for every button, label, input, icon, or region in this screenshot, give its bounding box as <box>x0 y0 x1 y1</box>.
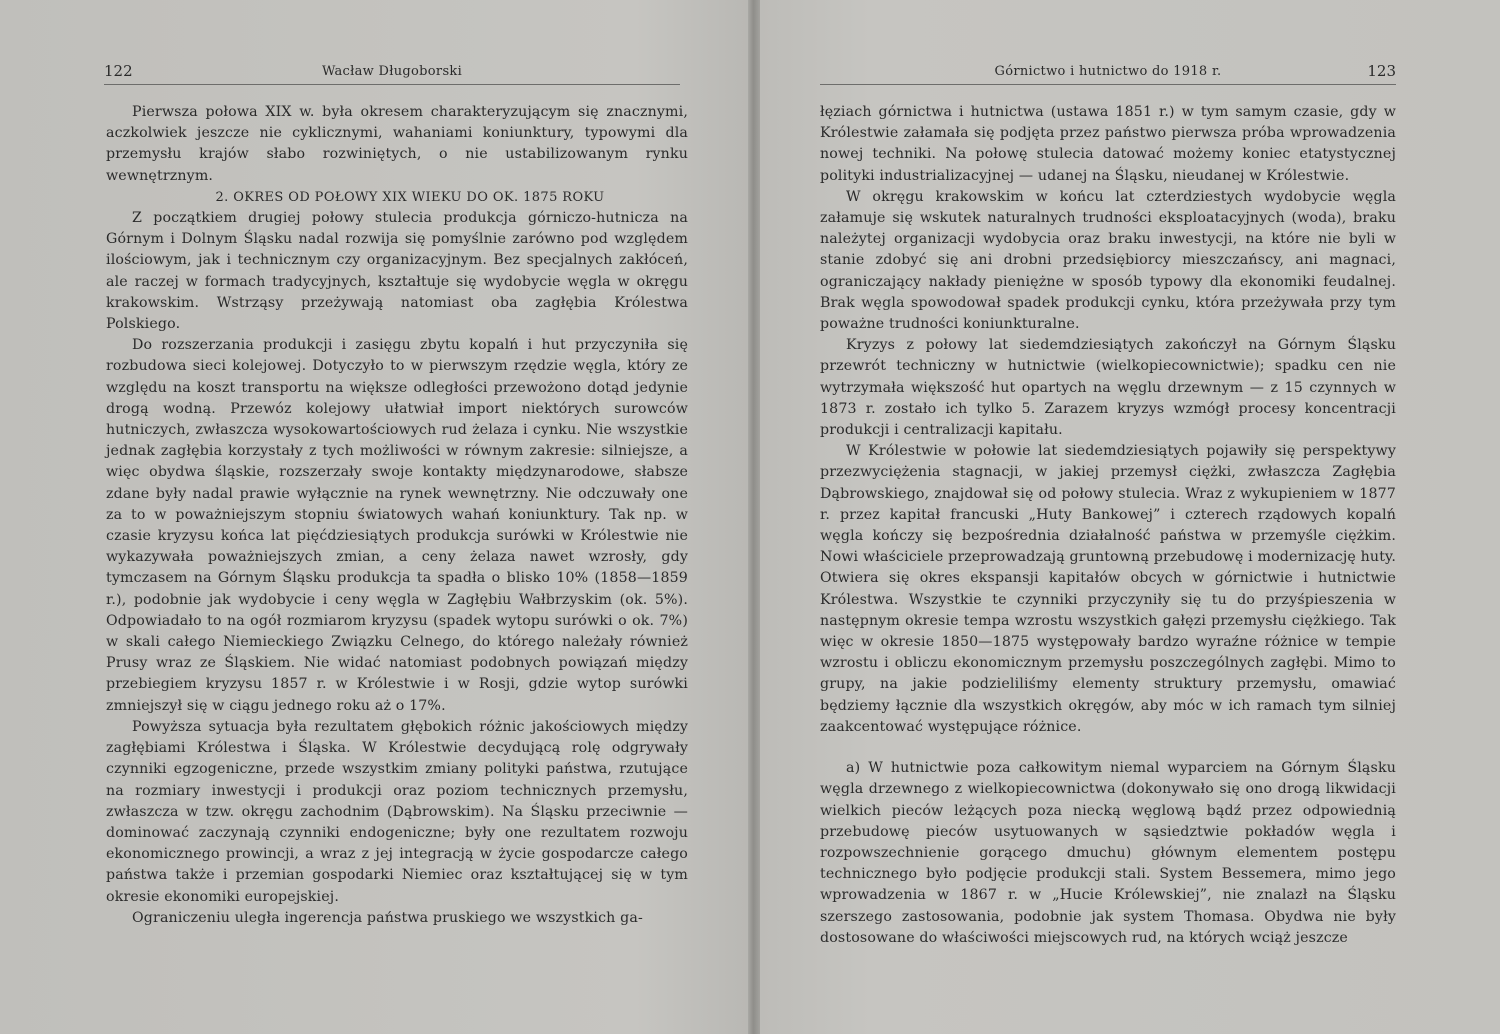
section-heading: 2. OKRES OD POŁOWY XIX WIEKU DO OK. 1875 ROKU <box>215 189 605 205</box>
paragraph: Do rozszerzania produkcji i zasięgu zbytu kopalń i hut przyczyniła się rozbudowa sieci kolejowej. Dotyczyło to w pierwszym rzędzie węgla, który ze względu na koszt transportu na większe odległości przewożono dotąd jedynie drogą wodną. Przewóz kolejowy ułatwiał import niektórych surowców hutniczych, zwłaszcza wysokowartościowych rud żelaza i cynku. Nie wszystkie jednak zagłębia korzystały z tych możliwości w równym zakresie: silniejsze, a więc obydwa śląskie, rozszerzały swoje kontakty międzynarodowe, słabsze zdane były nadal prawie wyłącznie na rynek wewnętrzny. Nie odczuwały one za to w poważniejszym stopniu światowych wahań koniunktury. Tak np. w czasie kryzysu końca lat pięćdziesiątych produkcja surówki w Królestwie nie wykazywała poważniejszych zmian, a ceny żelaza nawet wzrosły, gdy tymczasem na Górnym Śląsku produkcja ta spadła o blisko 10% (1858—1859 r.), podobnie jak wydobycie i ceny węgla w Zagłębiu Wałbrzyskim (ok. 5%). Odpowiadało to na ogół rozmiarom kryzysu (spadek wytopu surówki o ok. 7%) w skali całego Niemieckiego Związku Celnego, do którego należały również Prusy wraz ze Śląskiem. Nie widać natomiast podobnych powiązań między przebiegiem kryzysu 1857 r. w Królestwie i w Rosji, gdzie wytop surówki zmniejszył się w ciągu jednego roku aż o 17%. <box>106 337 688 714</box>
paragraph: Kryzys z połowy lat siedemdziesiątych zakończył na Górnym Śląsku przewrót techniczny w hutnictwie (wielkopiecownictwie); spadku cen nie wytrzymała większość hut opartych na węglu drzewnym — z 15 czynnych w 1873 r. zostało ich tylko 5. Zarazem kryzys wzmógł procesy koncentracji produkcji i centralizacji kapitału. <box>820 337 1396 439</box>
running-head: Górnictwo i hutnictwo do 1918 r. <box>994 64 1222 79</box>
page-number: 123 <box>1367 62 1396 80</box>
paragraph: Powyższa sytuacja była rezultatem głębokich różnic jakościowych między zagłębiami Królestwa i Śląska. W Królestwie decydującą rolę odgrywały czynniki egzogeniczne, przede wszystkim zmiany polityki państwa, rzutujące na rozmiary inwestycji i produkcji oraz poziom technicznych przemysłu, zwłaszcza w tzw. okręgu zachodnim (Dąbrowskim). Na Śląsku przeciwnie — dominować zaczynają czynniki endogeniczne; były one rezultatem rozwoju ekonomicznego prowincji, a wraz z jej integracją w życie gospodarcze całego państwa także i przemian gospodarki Niemiec oraz kształtującej się w tym okresie ekonomiki europejskiej. <box>106 718 688 905</box>
left-page-header <box>104 62 680 85</box>
book-gutter <box>748 0 760 1034</box>
left-page <box>0 0 748 1034</box>
page-number: 122 <box>104 62 133 80</box>
right-page <box>760 0 1500 1034</box>
paragraph: W Królestwie w połowie lat siedemdziesiątych pojawiły się perspektywy przezwyciężenia stagnacji, w jakiej przemysł ciężki, zwłaszcza Zagłębia Dąbrowskiego, znajdował się od połowy stulecia. Wraz z wykupieniem w 1877 r. przez kapitał francuski „Huty Bankowej” i czterech rządowych kopalń węgla kończy się bezpośrednia działalność państwa w przemyśle ciężkim. Nowi właściciele przeprowadzają gruntowną przebudowę i modernizację huty. Otwiera się okres ekspansji kapitałów obcych w górnictwie i hutnictwie Królestwa. Wszystkie te czynniki przyczyniły się tu do przyśpieszenia w następnym okresie tempa wzrostu wszystkich gałęzi przemysłu ciężkiego. Tak więc w okresie 1850—1875 występowały bardzo wyraźne różnice w tempie wzrostu i obliczu ekonomicznym przemysłu poszczególnych zagłębi. Mimo to grupy, na jakie podzieliliśmy elementy struktury przemysłu, omawiać będziemy łącznie dla wszystkich okręgów, aby móc w ich ramach tym silniej zaakcentować występujące różnice. <box>820 443 1396 735</box>
paragraph: Z początkiem drugiej połowy stulecia produkcja górniczo-hutnicza na Górnym i Dolnym Śląsku nadal rozwija się pomyślnie zarówno pod względem ilościowym, jak i technicznym czy organizacyjnym. Bez specjalnych zakłóceń, ale raczej w formach tradycyjnych, kształtuje się wydobycie węgla w okręgu krakowskim. Wstrząsy przeżywają natomiast oba zagłębia Królestwa Polskiego. <box>106 210 688 333</box>
paragraph: Ograniczeniu uległa ingerencja państwa pruskiego we wszystkich ga- <box>132 909 643 926</box>
left-page-body <box>106 102 688 929</box>
right-page-body <box>820 102 1396 949</box>
right-page-header <box>820 62 1396 85</box>
spacer <box>820 738 1396 758</box>
paragraph: łęziach górnictwa i hutnictwa (ustawa 1851 r.) w tym samym czasie, gdy w Królestwie załamała się podjęta przez państwo pierwsza próba wprowadzenia nowej techniki. Na połowę stulecia datować możemy koniec etatystycznej polityki industrializacyjnej — udanej na Śląsku, nieudanej w Królestwie. <box>820 104 1396 184</box>
paragraph: a) W hutnictwie poza całkowitym niemal wyparciem na Górnym Śląsku węgla drzewnego z wielkopiecownictwa (dokonywało się ono drogą likwidacji wielkich pieców leżących poza niecką węglową bądź przez odpowiednią przebudowę pieców usytuowanych w sąsiedztwie pokładów węgla i rozpowszechnienie gorącego dmuchu) głównym elementem postępu technicznego było podjęcie produkcji stali. System Bessemera, mimo jego wprowadzenia w 1867 r. w „Hucie Królewskiej”, nie znalazł na Śląsku szerszego zastosowania, podobnie jak system Thomasa. Obydwa nie były dostosowane do właściwości miejscowych rud, na których wciąż jeszcze <box>820 760 1396 946</box>
paragraph: Pierwsza połowa XIX w. była okresem charakteryzującym się znacznymi, aczkolwiek jeszcze nie cyklicznymi, wahaniami koniunktury, typowymi dla przemysłu krajów słabo rozwiniętych, o nie ustabilizowanym rynku wewnętrznym. <box>106 104 688 184</box>
paragraph: W okręgu krakowskim w końcu lat czterdziestych wydobycie węgla załamuje się wskutek naturalnych trudności eksploatacyjnych (woda), braku należytej organizacji wydobycia oraz braku inwestycji, na które nie byli w stanie zdobyć się ani drobni przedsiębiorcy mieszczańscy, ani magnaci, ograniczający nakłady pieniężne w sposób typowy dla ekonomiki feudalnej. Brak węgla spowodował spadek produkcji cynku, która przeżywała przy tym poważne trudności koniunkturalne. <box>820 188 1396 333</box>
running-head: Wacław Długoborski <box>321 64 463 79</box>
